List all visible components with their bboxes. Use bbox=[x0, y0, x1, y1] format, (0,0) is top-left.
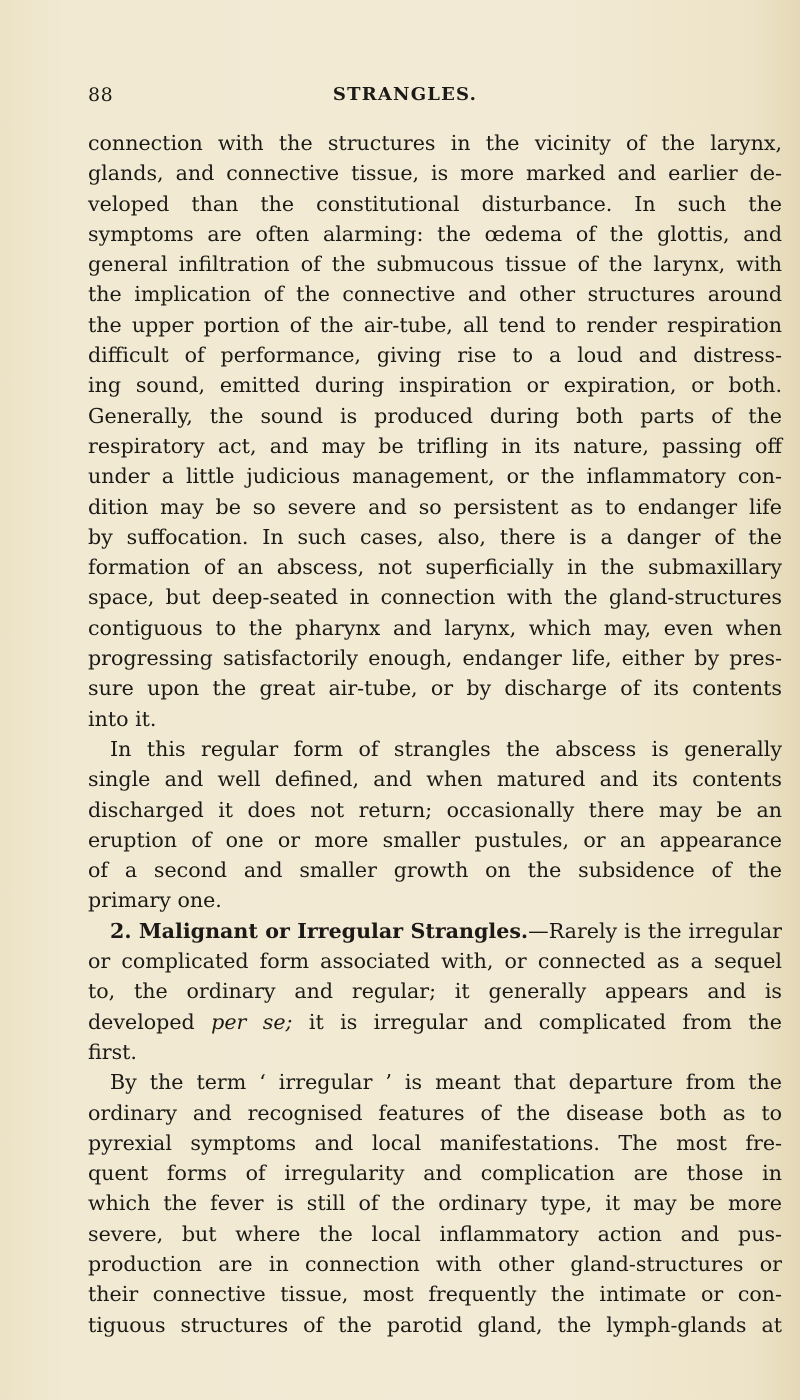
text-line: production are in connection with other gland-structures or bbox=[88, 1251, 782, 1276]
text-line: of a second and smaller growth on the subsidence of the bbox=[88, 858, 782, 883]
section-heading: 2. Malignant or Irregular Strangles. bbox=[110, 918, 529, 943]
text-line: formation of an abscess, not superficially in the submaxillary bbox=[88, 555, 782, 580]
text-line: sure upon the great air-tube, or by discharge of its contents bbox=[88, 676, 782, 701]
section-heading-line: 2. Malignant or Irregular Strangles.—Rarely is the irregular bbox=[110, 918, 782, 943]
text-line: which the fever is still of the ordinary type, it may be more bbox=[88, 1191, 782, 1216]
text-line: the implication of the connective and other structures around bbox=[88, 282, 782, 307]
page-header bbox=[88, 84, 722, 110]
text-line: progressing satisfactorily enough, endanger life, either by pres- bbox=[88, 646, 782, 671]
text-line: difficult of performance, giving rise to a loud and distress- bbox=[88, 343, 782, 368]
text-line: single and well defined, and when matured and its contents bbox=[88, 767, 782, 792]
text-line: respiratory act, and may be trifling in its nature, passing off bbox=[88, 433, 782, 458]
paragraph-start-line: In this regular form of strangles the abscess is generally bbox=[110, 736, 782, 761]
paragraph-start-line: By the term ‘ irregular ’ is meant that departure from the bbox=[110, 1070, 782, 1095]
text-line: primary one. bbox=[88, 888, 222, 913]
text-line: by suffocation. In such cases, also, there is a danger of the bbox=[88, 524, 782, 549]
text-line: under a little judicious management, or the inflammatory con- bbox=[88, 464, 782, 489]
text-line: pyrexial symptoms and local manifestations. The most fre- bbox=[88, 1130, 782, 1155]
body-text bbox=[88, 128, 782, 1340]
text-line: ordinary and recognised features of the disease both as to bbox=[88, 1100, 782, 1125]
page-number: 88 bbox=[88, 84, 114, 106]
text-line: connection with the structures in the vicinity of the larynx, bbox=[88, 131, 782, 155]
text-line: space, but deep-seated in connection with the gland-structures bbox=[88, 585, 782, 610]
text-line: the upper portion of the air-tube, all tend to render respiration bbox=[88, 312, 782, 337]
text-line: eruption of one or more smaller pustules, or an appearance bbox=[88, 827, 782, 852]
text-line: to, the ordinary and regular; it generally appears and is bbox=[88, 979, 782, 1004]
text-line: quent forms of irregularity and complication are those in bbox=[88, 1161, 782, 1186]
running-title: STRANGLES. bbox=[332, 84, 478, 105]
text-line: glands, and connective tissue, is more marked and earlier de- bbox=[88, 161, 782, 186]
text-line: tiguous structures of the parotid gland, the lymph-glands at bbox=[88, 1312, 782, 1337]
text-line: their connective tissue, most frequently the intimate or con- bbox=[88, 1282, 782, 1307]
text-line: general infiltration of the submucous tissue of the larynx, with bbox=[88, 252, 782, 277]
text-line: dition may be so severe and so persistent as to endanger life bbox=[88, 494, 782, 519]
text-line: discharged it does not return; occasionally there may be an bbox=[88, 797, 782, 822]
text-line: first. bbox=[88, 1039, 137, 1064]
text-line: veloped than the constitutional disturbance. In such the bbox=[88, 191, 782, 216]
text-line: or complicated form associated with, or connected as a sequel bbox=[88, 949, 782, 974]
text-line: symptoms are often alarming: the œdema of the glottis, and bbox=[88, 221, 782, 246]
text-line: ing sound, emitted during inspiration or expiration, or both. bbox=[88, 373, 782, 398]
text-line: Generally, the sound is produced during both parts of the bbox=[88, 403, 782, 428]
italic-phrase: per se; bbox=[211, 1009, 293, 1034]
text-line: into it. bbox=[88, 706, 157, 731]
text-line: developed per se; it is irregular and complicated from the bbox=[88, 1009, 782, 1034]
text-line: contiguous to the pharynx and larynx, which may, even when bbox=[88, 615, 782, 640]
text-line: severe, but where the local inflammatory action and pus- bbox=[88, 1221, 782, 1246]
